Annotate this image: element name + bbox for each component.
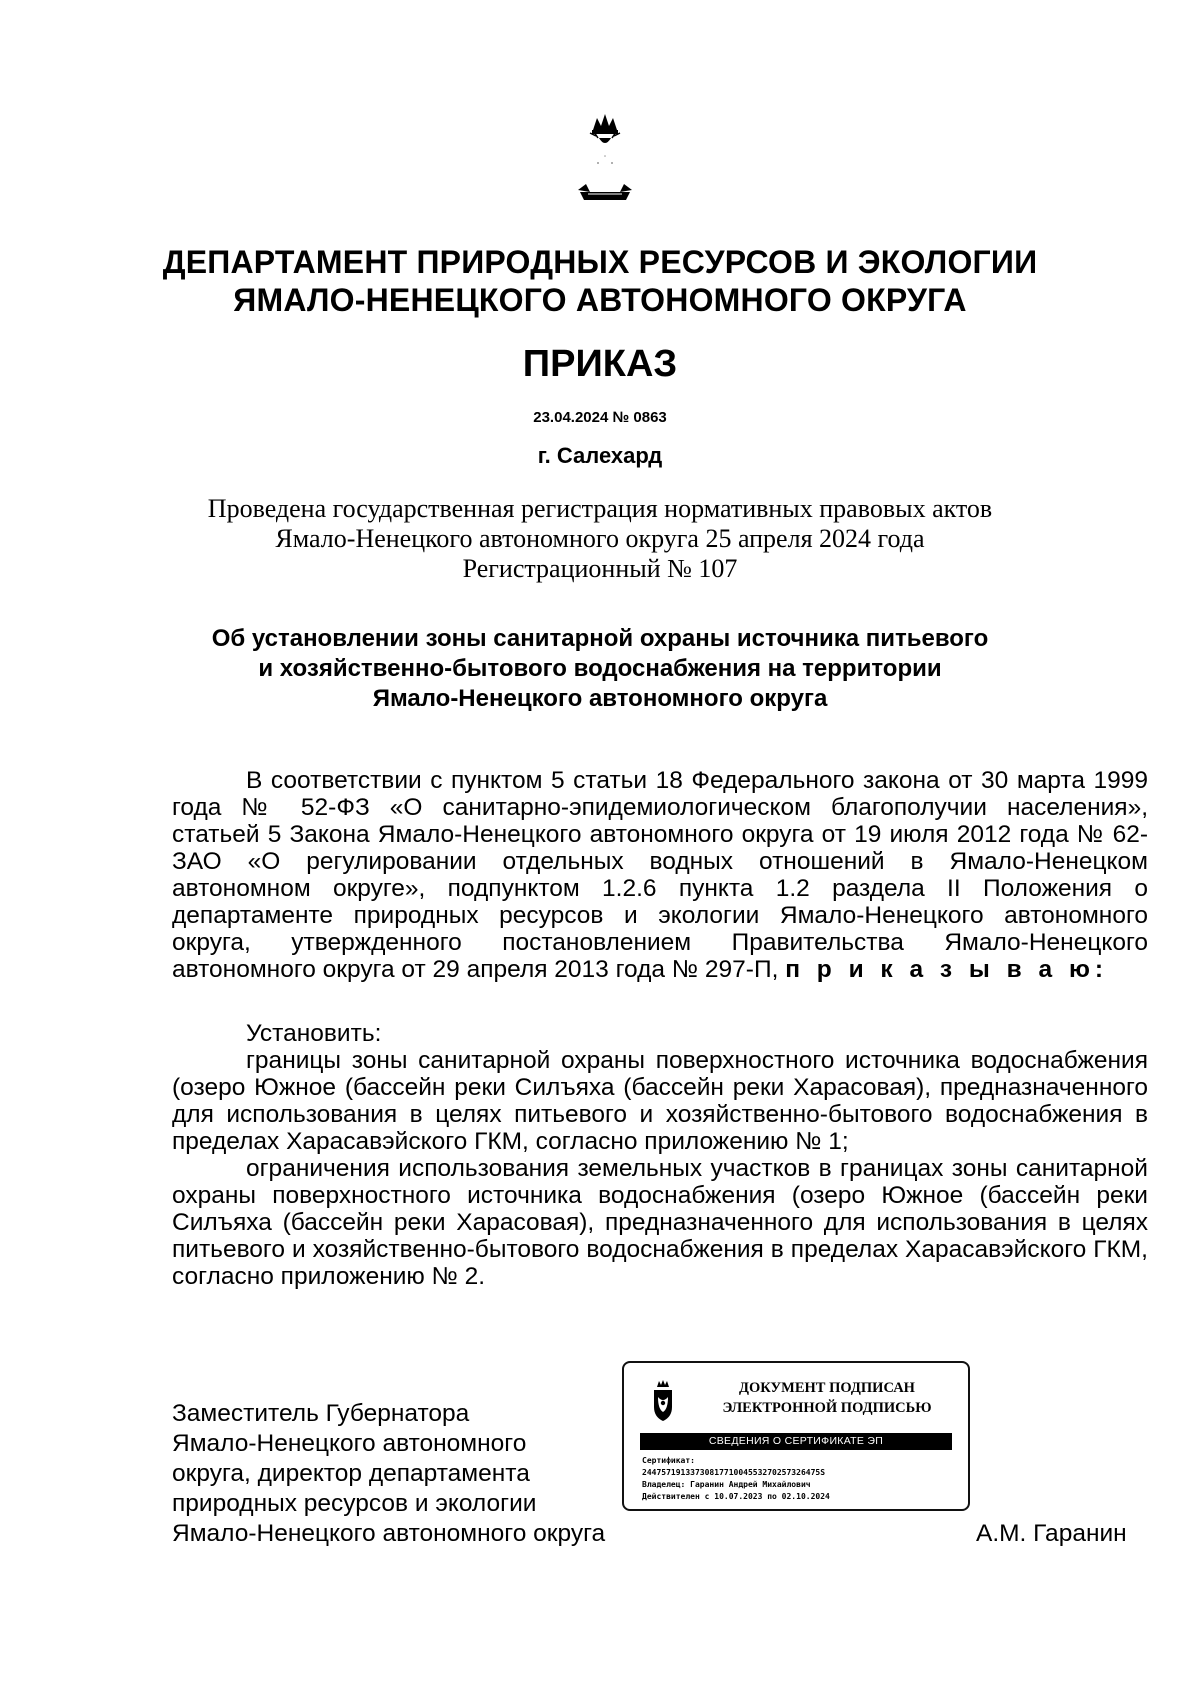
certificate-owner: Владелец: Гаранин Андрей Михайлович: [642, 1480, 811, 1489]
stamp-heading: [702, 1378, 952, 1418]
department-title: [0, 243, 1200, 319]
preamble-text: В соответствии с пунктом 5 статьи 18 Федерального закона от 30 марта 1999 года № 52-ФЗ «О санитарно-эпидемиологическом благополучии населения», статьей 5 Закона Ямало-Ненецкого автономного округа от 19 июля 2012 года № 62-ЗАО «О регулировании отдельных водных отношений в Ямало-Ненецком автономном округе», подпунктом 1.2.6 пункта 1.2 раздела II Положения о департаменте природных ресурсов и экологии Ямало-Ненецкого автономного округа, утвержденного постановлением Правительства Ямало-Ненецкого автономного округа от 29 апреля 2013 года № 297-П,: [172, 767, 1148, 983]
date-and-number: 23.04.2024 № 0863: [533, 409, 667, 426]
stamp-details: [642, 1455, 958, 1503]
signer-position-line2: Ямало-Ненецкого автономного: [172, 1430, 527, 1457]
decree-item-2: ограничения использования земельных участков в границах зоны санитарной охраны поверхностного источника водоснабжения (озеро Южное (бассейн реки Силъяха (бассейн реки Харасовая), предназначенного для использования в целях питьевого и хозяйственно-бытового водоснабжения в пределах Харасавэйского ГКМ, согласно приложению № 2.: [172, 1155, 1148, 1290]
signer-position-line4: природных ресурсов и экологии: [172, 1490, 537, 1517]
registration-line2: Ямало-Ненецкого автономного округа 25 апреля 2024 года: [275, 524, 925, 553]
stamp-certificate-bar: СВЕДЕНИЯ О СЕРТИФИКАТЕ ЭП: [640, 1433, 952, 1450]
signer-position-line1: Заместитель Губернатора: [172, 1400, 470, 1427]
preamble: [172, 767, 1148, 983]
e-signature-stamp: [622, 1361, 970, 1511]
stamp-heading-line2: ЭЛЕКТРОННОЙ ПОДПИСЬЮ: [722, 1400, 932, 1416]
signer-position-line3: округа, директор департамента: [172, 1460, 530, 1487]
decree-item-1: границы зоны санитарной охраны поверхностного источника водоснабжения (озеро Южное (бассейн реки Силъяха (бассейн реки Харасовая), предназначенного для использования в целях питьевого и хозяйственно-бытового водоснабжения в пределах Харасавэйского ГКМ, согласно приложению № 1;: [172, 1047, 1148, 1155]
certificate-validity: Действителен с 10.07.2023 по 02.10.2024: [642, 1492, 830, 1501]
subject-line2: и хозяйственно-бытового водоснабжения на территории: [258, 655, 942, 682]
decree-section: [172, 1020, 1148, 1290]
preamble-paragraph: [172, 767, 1148, 983]
signer-name: А.М. Гаранин: [976, 1520, 1127, 1547]
subject-line3: Ямало-Ненецкого автономного округа: [372, 685, 828, 712]
city: г. Салехард: [537, 443, 663, 468]
registration-note: [0, 494, 1200, 584]
registration-line1: Проведена государственная регистрация нормативных правовых актов: [207, 494, 993, 523]
certificate-value: 2447571913373081771004553270257326475S: [642, 1468, 826, 1477]
certificate-label: Сертификат:: [642, 1456, 695, 1465]
stamp-heading-line1: ДОКУМЕНТ ПОДПИСАН: [739, 1380, 915, 1396]
decree-word: п р и к а з ы в а ю:: [785, 956, 1109, 983]
coat-of-arms-icon: [648, 1379, 678, 1423]
department-title-line1: ДЕПАРТАМЕНТ ПРИРОДНЫХ РЕСУРСОВ И ЭКОЛОГИИ: [162, 244, 1038, 280]
coat-of-arms-icon: [560, 108, 650, 218]
document-type: ПРИКАЗ: [522, 343, 678, 385]
order-subject: [0, 624, 1200, 714]
decree-intro: Установить:: [246, 1020, 382, 1047]
registration-line3: Регистрационный № 107: [462, 554, 738, 583]
signer-position: [172, 1399, 672, 1549]
signer-position-line5: Ямало-Ненецкого автономного округа: [172, 1520, 606, 1547]
department-title-line2: ЯМАЛО-НЕНЕЦКОГО АВТОНОМНОГО ОКРУГА: [233, 282, 967, 318]
subject-line1: Об установлении зоны санитарной охраны источника питьевого: [211, 625, 989, 652]
